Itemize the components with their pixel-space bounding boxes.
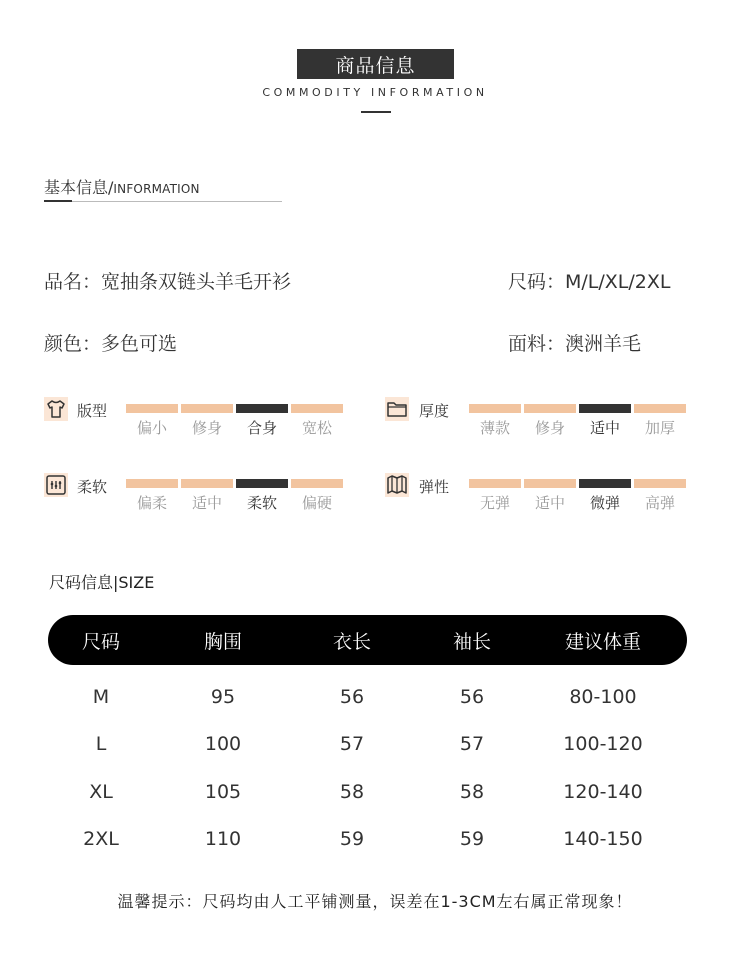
scale-bar (291, 404, 343, 413)
table-row (0, 733, 750, 763)
cell-chest: 100 (204, 733, 242, 755)
cell-sleeve: 57 (459, 733, 485, 755)
cell-length: 58 (339, 781, 365, 803)
attr-elasticity-label: 弹性 (419, 478, 450, 496)
attr-fit-option-selected (236, 404, 288, 438)
scale-label: 适中 (534, 494, 565, 512)
attr-thickness-scale (469, 404, 686, 438)
cell-chest: 95 (210, 686, 236, 708)
header-chest: 胸围 (203, 631, 243, 653)
attr-softness-option (126, 479, 178, 513)
attr-softness-label: 柔软 (77, 478, 108, 496)
product-name: 品名：宽抽条双链头羊毛开衫 (44, 271, 292, 293)
cell-length: 56 (339, 686, 365, 708)
section-title-box: 商品信息 (297, 49, 454, 79)
folder-icon (385, 397, 409, 421)
header-length: 衣长 (332, 631, 372, 653)
scale-bar-selected (579, 479, 631, 488)
attr-thickness-label: 厚度 (419, 402, 450, 420)
product-color: 颜色：多色可选 (44, 333, 178, 355)
attr-elasticity-option-selected (579, 479, 631, 513)
attr-thickness-option (469, 404, 521, 438)
scale-label: 修身 (191, 419, 222, 437)
cell-weight: 80-100 (569, 686, 637, 708)
product-size: 尺码：M/L/XL/2XL (508, 271, 671, 293)
scale-label: 薄款 (479, 419, 510, 437)
scale-label: 无弹 (479, 494, 510, 512)
attr-fit-option (126, 404, 178, 438)
scale-label: 适中 (191, 494, 222, 512)
scale-bar (126, 479, 178, 488)
scale-label-selected: 微弹 (589, 494, 620, 512)
attr-fit-option (291, 404, 343, 438)
scale-label: 宽松 (301, 419, 332, 437)
header-divider (361, 111, 391, 113)
cell-weight: 100-120 (563, 733, 643, 755)
measurement-tip: 温馨提示：尺码均由人工平铺测量，误差在1-3CM左右属正常现象！ (117, 892, 633, 911)
scale-bar-selected (236, 479, 288, 488)
attr-thickness-option-selected (579, 404, 631, 438)
scale-bar (469, 479, 521, 488)
attr-fit (44, 397, 68, 425)
cell-sleeve: 56 (459, 686, 485, 708)
attr-thickness (385, 397, 409, 425)
header-weight: 建议体重 (564, 631, 642, 653)
scale-label: 修身 (534, 419, 565, 437)
scale-label: 偏硬 (301, 494, 332, 512)
cell-chest: 105 (204, 781, 242, 803)
cell-sleeve: 59 (459, 828, 485, 850)
cell-size: 2XL (83, 828, 119, 850)
scale-label-selected: 合身 (246, 419, 277, 437)
basic-info-underline (44, 201, 282, 202)
attr-softness-option-selected (236, 479, 288, 513)
elastic-icon (385, 473, 409, 497)
attr-thickness-option (524, 404, 576, 438)
attr-softness-scale (126, 479, 343, 513)
attr-fit-label: 版型 (77, 402, 108, 420)
scale-bar-selected (579, 404, 631, 413)
table-row (0, 686, 750, 716)
basic-info-title-en: INFORMATION (113, 182, 200, 196)
size-table-header (48, 615, 687, 665)
shirt-icon (44, 397, 68, 421)
attr-elasticity-scale (469, 479, 686, 513)
attr-elasticity-option (524, 479, 576, 513)
cell-weight: 140-150 (563, 828, 643, 850)
basic-info-underline-accent (44, 200, 72, 202)
scale-bar (634, 404, 686, 413)
attr-softness-option (291, 479, 343, 513)
scale-label: 加厚 (644, 419, 675, 437)
scale-bar (126, 404, 178, 413)
cell-length: 59 (339, 828, 365, 850)
cell-sleeve: 58 (459, 781, 485, 803)
attr-softness (44, 473, 68, 501)
softness-icon (44, 473, 68, 497)
scale-bar (524, 404, 576, 413)
scale-bar (181, 404, 233, 413)
attr-elasticity (385, 473, 409, 501)
cell-chest: 110 (204, 828, 242, 850)
product-fabric: 面料：澳洲羊毛 (508, 333, 642, 355)
scale-label-selected: 柔软 (246, 494, 277, 512)
basic-info-title (44, 175, 200, 198)
header-sleeve: 袖长 (452, 631, 492, 653)
size-info-title: 尺码信息|SIZE (49, 573, 155, 592)
attr-fit-scale (126, 404, 343, 438)
attr-fit-option (181, 404, 233, 438)
cell-size: L (95, 733, 107, 755)
cell-weight: 120-140 (563, 781, 643, 803)
attr-thickness-option (634, 404, 686, 438)
scale-label: 偏小 (136, 419, 167, 437)
basic-info-title-cn: 基本信息/ (44, 178, 114, 197)
section-subtitle: COMMODITY INFORMATION (262, 86, 488, 99)
scale-bar (634, 479, 686, 488)
cell-length: 57 (339, 733, 365, 755)
scale-label: 偏柔 (136, 494, 167, 512)
cell-size: XL (89, 781, 113, 803)
table-row (0, 828, 750, 858)
scale-bar (524, 479, 576, 488)
scale-bar (181, 479, 233, 488)
scale-bar-selected (236, 404, 288, 413)
scale-bar (291, 479, 343, 488)
header-size: 尺码 (81, 631, 121, 653)
attr-softness-option (181, 479, 233, 513)
scale-label-selected: 适中 (589, 419, 620, 437)
scale-label: 高弹 (644, 494, 675, 512)
table-row (0, 781, 750, 811)
attr-elasticity-option (634, 479, 686, 513)
cell-size: M (92, 686, 110, 708)
attr-elasticity-option (469, 479, 521, 513)
scale-bar (469, 404, 521, 413)
